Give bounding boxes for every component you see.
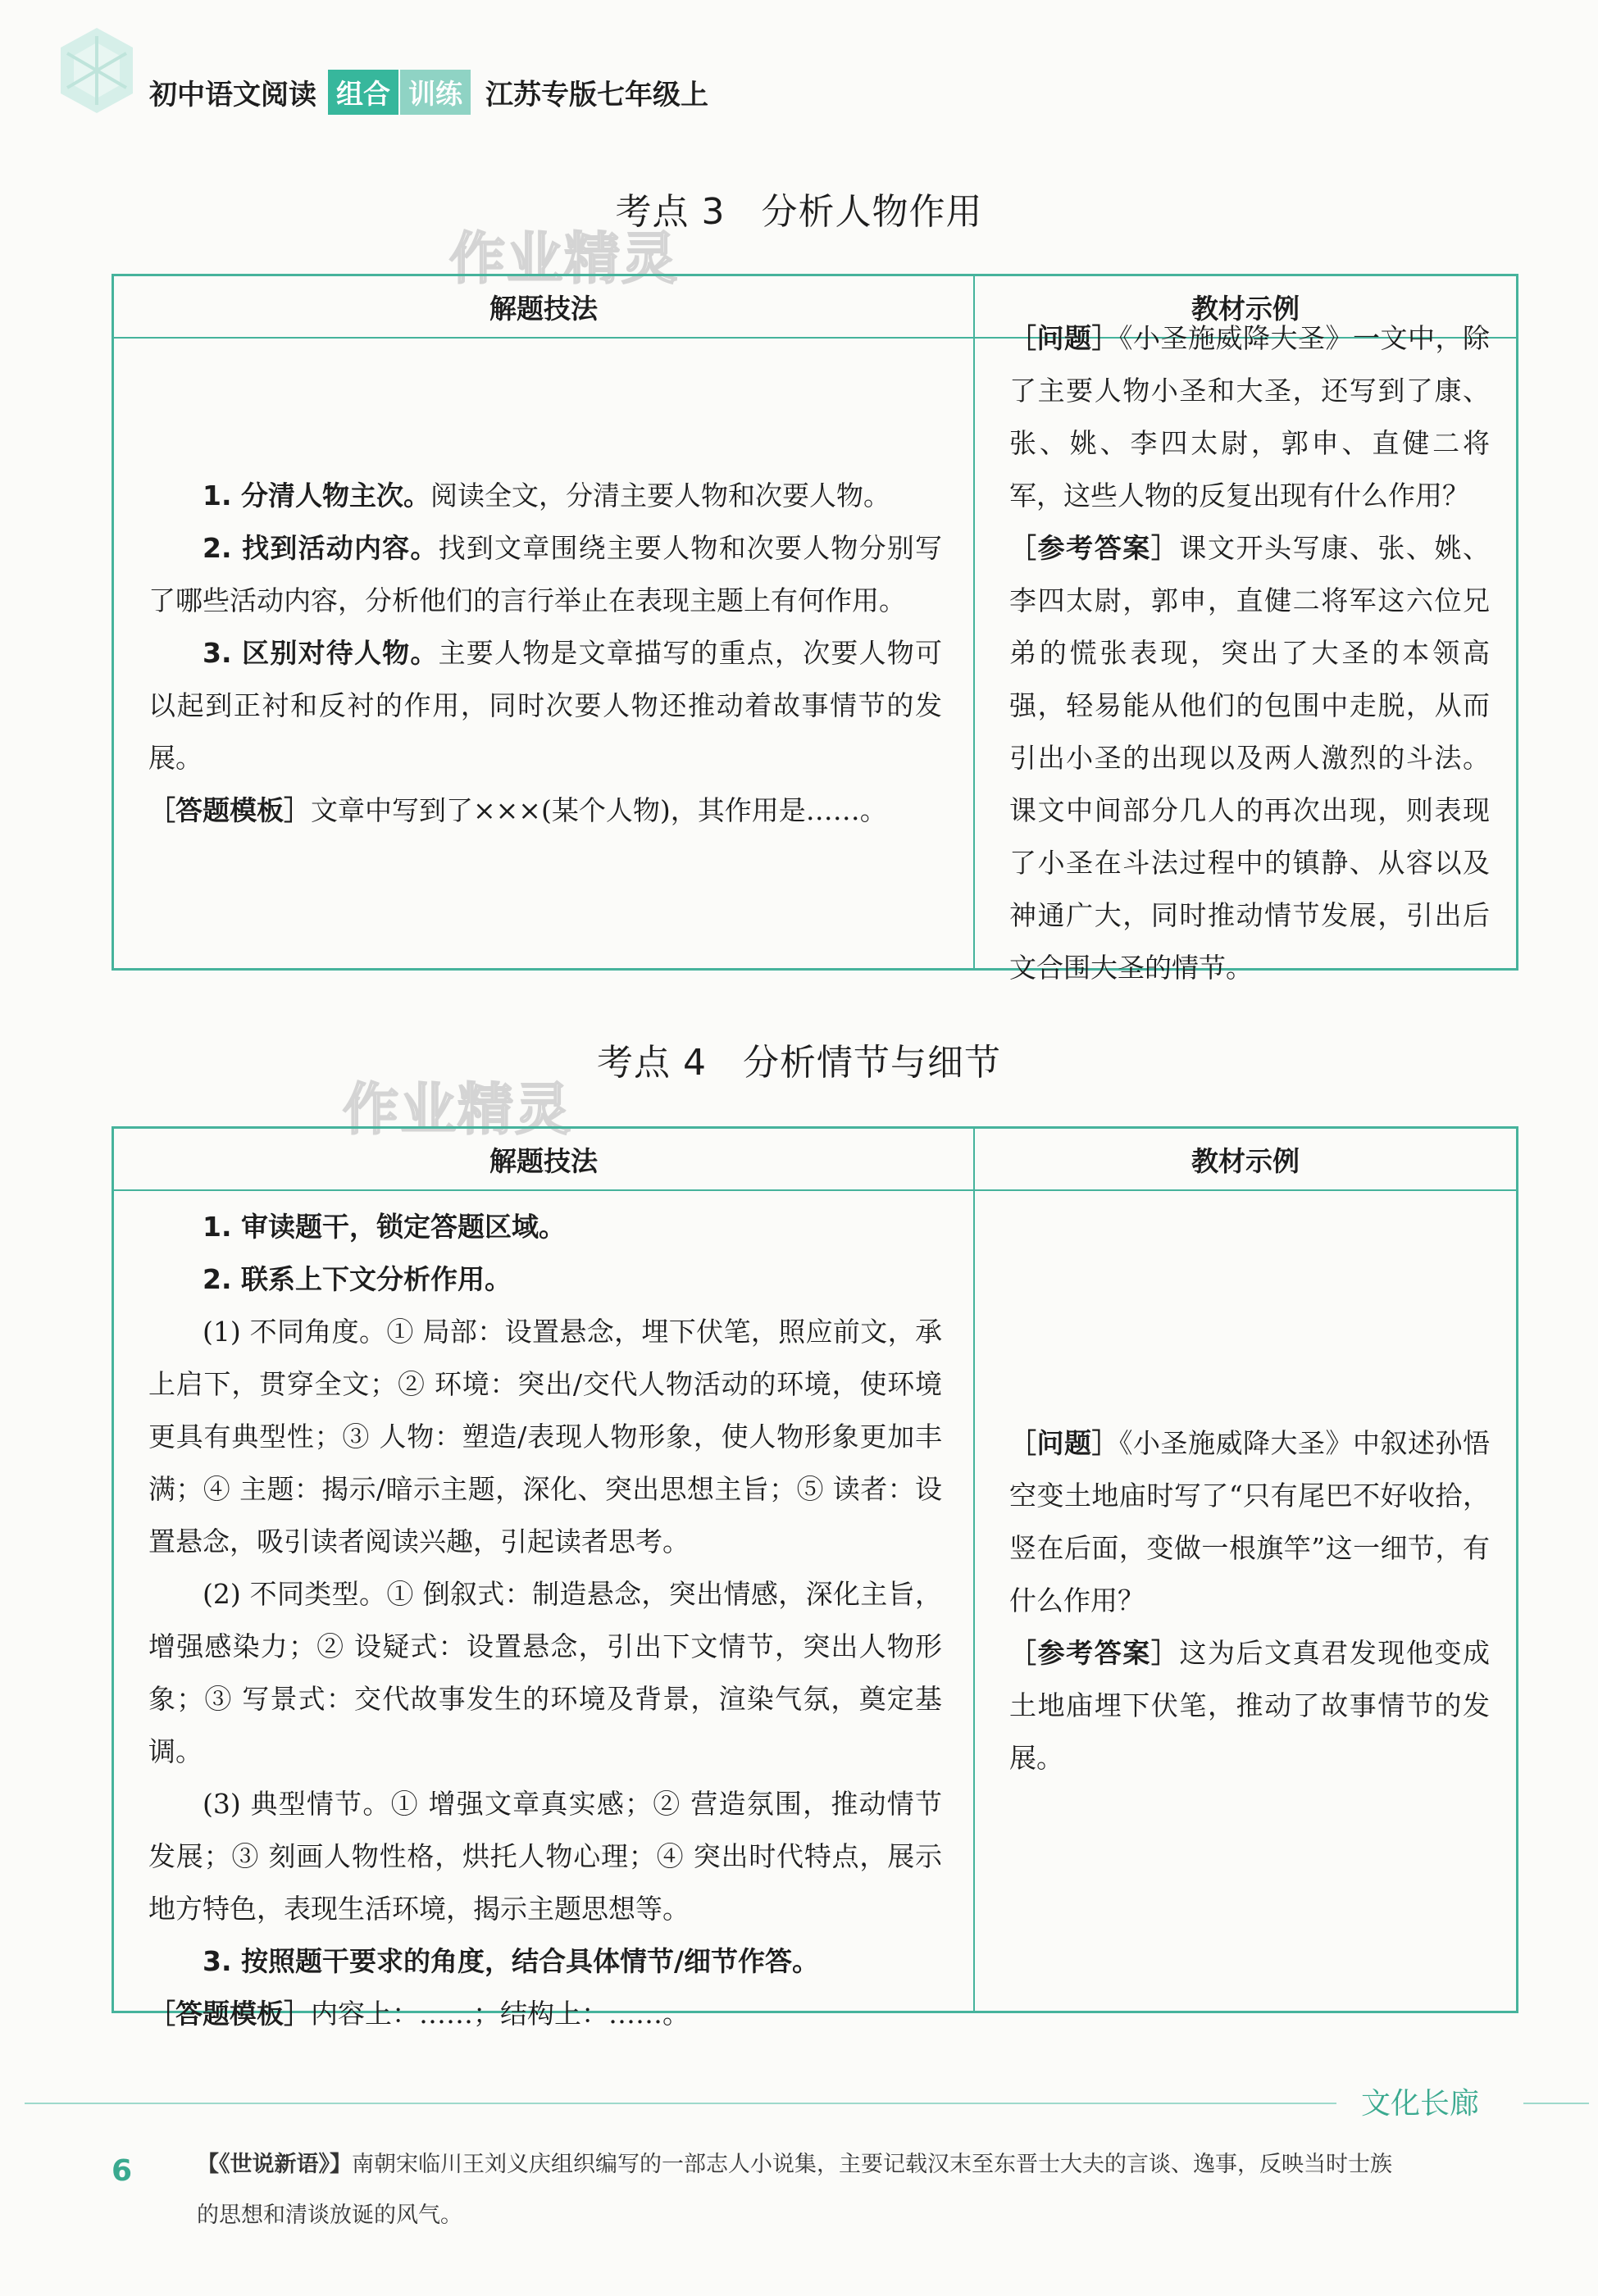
tag-combination: 组合 xyxy=(328,70,398,115)
section4-label: 考点 4 xyxy=(597,1042,707,1084)
method-step: 2. 联系上下文分析作用。 xyxy=(203,1263,512,1295)
question: ［问题］《小圣施威降大圣》中叙述孙悟空变土地庙时写了“只有尾巴不好收拾，竖在后面，变做一根旗竿”这一细节，有什么作用？ xyxy=(1009,1427,1490,1616)
method-para: (2) 不同类型。① 倒叙式：制造悬念，突出情感，深化主旨，增强感染力；② 设疑式：设置悬念，引出下文情节，突出人物形象；③ 写景式：交代故事发生的环境及背景，渲染气氛，奠定基调。 xyxy=(148,1578,942,1767)
section3-table xyxy=(112,274,1518,984)
col-methods-header: 解题技法 xyxy=(114,276,975,337)
footer-divider xyxy=(1523,2103,1589,2104)
culture-corridor-label: 文化长廊 xyxy=(1361,2087,1480,2121)
method-para: (1) 不同角度。① 局部：设置悬念，埋下伏笔，照应前文，承上启下，贯穿全文；② 环境：突出/交代人物活动的环境，使环境更具有典型性；③ 人物：塑造/表现人物形象，使人物形象更加丰满；④ 主题：揭示/暗示主题，深化、突出思想主旨；⑤ 读者：设置悬念，吸引读者阅读兴趣，引起读者思考。 xyxy=(148,1316,942,1557)
table-body xyxy=(114,322,1516,984)
col-examples-header: 教材示例 xyxy=(1191,1144,1300,1177)
footer-note: 【《世说新语》】南朝宋临川王刘义庆组织编写的一部志人小说集，主要记载汉末至东晋士大夫的言谈、逸事，反映当时士族的思想和清谈放诞的风气。 xyxy=(197,2152,1392,2228)
method-item: 3. 区别对待人物。主要人物是文章描写的重点，次要人物可以起到正衬和反衬的作用，同时次要人物还推动着故事情节的发展。 xyxy=(148,637,942,774)
methods-cell xyxy=(114,339,975,968)
method-item: 2. 找到活动内容。找到文章围绕主要人物和次要人物分别写了哪些活动内容，分析他们的言行举止在表现主题上有何作用。 xyxy=(148,532,942,616)
watermark: 作业精灵 xyxy=(449,227,680,292)
edition-label: 江苏专版七年级上 xyxy=(485,78,708,111)
section4-title xyxy=(0,1033,1598,1085)
section3-title xyxy=(0,182,1598,234)
methods-cell xyxy=(114,1191,975,2030)
table-body xyxy=(114,1191,1516,2030)
section3-label: 考点 3 xyxy=(615,191,726,233)
method-step: 3. 按照题干要求的角度，结合具体情节/细节作答。 xyxy=(203,1945,820,1977)
book-title: 初中语文阅读 xyxy=(149,78,316,111)
col-examples-header: 教材示例 xyxy=(1191,292,1300,325)
examples-cell xyxy=(975,322,1516,984)
question: ［问题］《小圣施威降大圣》一文中，除了主要人物小圣和大圣，还写到了康、张、姚、李四太尉，郭申、直健二将军，这些人物的反复出现有什么作用？ xyxy=(1009,322,1490,511)
col-methods-header: 解题技法 xyxy=(114,1129,975,1189)
watermark: 作业精灵 xyxy=(343,1078,573,1143)
method-para: (3) 典型情节。① 增强文章真实感；② 营造氛围，推动情节发展；③ 刻画人物性格，烘托人物心理；④ 突出时代特点，展示地方特色，表现生活环境，揭示主题思想等。 xyxy=(148,1788,942,1925)
section4-heading: 分析情节与细节 xyxy=(742,1042,1001,1084)
answer-template: ［答题模板］文章中写到了×××(某个人物)，其作用是……。 xyxy=(148,794,887,826)
snowflake-logo-icon xyxy=(48,25,146,116)
answer-template: ［答题模板］内容上：……；结构上：……。 xyxy=(148,1998,690,2030)
tag-training: 训练 xyxy=(400,70,471,115)
examples-cell xyxy=(975,1191,1516,2011)
reference-answer: ［参考答案］课文开头写康、张、姚、李四太尉，郭申，直健二将军这六位兄弟的慌张表现，突出了大圣的本领高强，轻易能从他们的包围中走脱，从而引出小圣的出现以及两人激烈的斗法。课文中间部分几人的再次出现，则表现了小圣在斗法过程中的镇静、从容以及神通广大，同时推动情节发展，引出后文合围大圣的情节。 xyxy=(1009,532,1490,984)
footer-divider xyxy=(25,2103,1336,2104)
method-step: 1. 审读题干，锁定答题区域。 xyxy=(203,1211,566,1243)
page-number: 6 xyxy=(112,2154,133,2188)
method-item: 1. 分清人物主次。阅读全文，分清主要人物和次要人物。 xyxy=(203,480,890,511)
table-header xyxy=(114,1129,1516,1191)
reference-answer: ［参考答案］这为后文真君发现他变成土地庙埋下伏笔，推动了故事情节的发展。 xyxy=(1009,1637,1490,1774)
section4-table xyxy=(112,1126,1518,2030)
section3-heading: 分析人物作用 xyxy=(761,191,983,233)
book-header xyxy=(149,67,708,116)
